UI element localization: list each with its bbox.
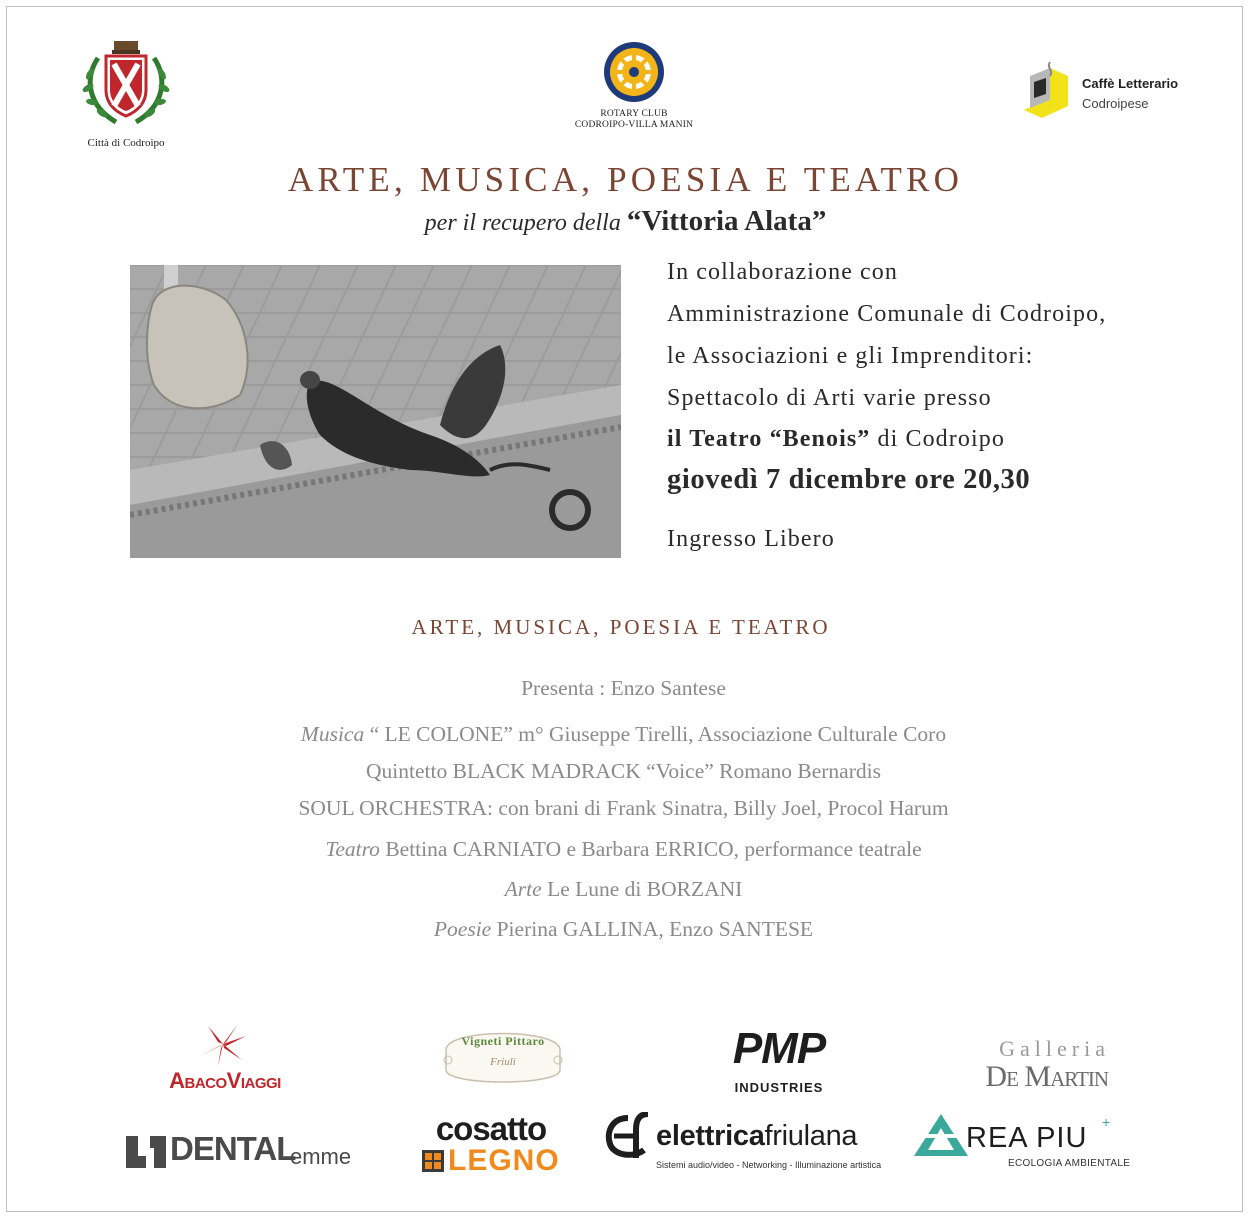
theatre-name: il Teatro “Benois” xyxy=(667,426,871,452)
statue-photo xyxy=(130,265,621,558)
city-crest-icon xyxy=(76,38,176,128)
program-poetry xyxy=(0,917,1247,942)
caffe-title: Caffè Letterario xyxy=(1082,76,1179,91)
art-label: Arte xyxy=(504,877,542,901)
cosatto-square-icon xyxy=(422,1150,444,1172)
poetry-label: Poesie xyxy=(433,917,492,941)
program-theatre xyxy=(0,837,1247,862)
dental-tooth-icon xyxy=(124,1132,168,1172)
legno-text: LEGNO xyxy=(448,1144,560,1177)
rotary-wheel-icon xyxy=(572,40,696,104)
entry-info: Ingresso Libero xyxy=(667,526,835,552)
program-presenter: Presenta : Enzo Santese xyxy=(521,676,726,700)
sponsor-vigneti-pittaro xyxy=(438,1020,568,1090)
galleria-text: Galleria xyxy=(999,1036,1110,1061)
main-title: ARTE, MUSICA, POESIA E TEATRO xyxy=(287,160,964,199)
music-text: “ LE COLONE” m° Giuseppe Tirelli, Associazione Culturale Coro xyxy=(364,722,947,746)
dental-text: DENTAL xyxy=(170,1130,296,1167)
program-music-line-3: SOUL ORCHESTRA: con brani di Frank Sinatra, Billy Joel, Procol Harum xyxy=(298,796,949,820)
elettrica-text xyxy=(656,1120,857,1153)
program-music xyxy=(0,722,1247,747)
program-art xyxy=(0,877,1247,902)
area-piu-text: REA PIU xyxy=(966,1122,1088,1154)
info-line-3: le Associazioni e gli Imprenditori: xyxy=(667,343,1034,369)
rotary-caption-1: ROTARY CLUB xyxy=(600,109,668,119)
theatre-text: Bettina CARNIATO e Barbara ERRICO, performance teatrale xyxy=(379,837,922,861)
de-martin-text: De Martin xyxy=(985,1060,1108,1093)
sponsor-pmp-industries xyxy=(700,1024,858,1100)
info-line-1: In collaborazione con xyxy=(667,259,899,285)
sponsor-dental-emme xyxy=(124,1128,364,1176)
program-title: ARTE, MUSICA, POESIA E TEATRO xyxy=(411,615,831,639)
caffe-logo xyxy=(1020,58,1210,120)
elettrica-tagline: Sistemi audio/video - Networking - Illuminazione artistica xyxy=(656,1160,882,1170)
info-line-2: Amministrazione Comunale di Codroipo, xyxy=(667,301,1107,327)
abaco-swirl-icon xyxy=(198,1022,248,1066)
dental-emme-text: emme xyxy=(290,1144,352,1169)
sub-title xyxy=(0,205,1251,238)
vigneti-text: Vigneti Pittaro xyxy=(461,1034,545,1048)
city-crest xyxy=(76,38,176,148)
elettrica-ef-icon xyxy=(604,1112,654,1160)
rotary-caption-2: CODROIPO-VILLA MANIN xyxy=(574,120,694,130)
rotary-logo xyxy=(572,40,696,130)
info-theatre xyxy=(667,426,1005,453)
poetry-text: Pierina GALLINA, Enzo SANTESE xyxy=(491,917,814,941)
area-tagline: ECOLOGIA AMBIENTALE xyxy=(1008,1158,1131,1169)
area-plus-icon: + xyxy=(1102,1114,1111,1130)
sponsor-galleria-de-martin xyxy=(960,1036,1110,1096)
abaco-viaggi-text: AbacoViaggi xyxy=(169,1068,281,1093)
theatre-label: Teatro xyxy=(325,837,380,861)
program-music-line-2: Quintetto BLACK MADRACK “Voice” Romano Bernardis xyxy=(366,759,881,783)
elettrica-friulana-text: friulana xyxy=(764,1120,858,1152)
subtitle-name: “Vittoria Alata” xyxy=(626,205,827,237)
vigneti-frame-icon xyxy=(438,1020,568,1090)
pmp-text: PMP xyxy=(732,1024,826,1073)
vigneti-friuli-text: Friuli xyxy=(490,1056,516,1068)
cosatto-text: cosatto xyxy=(435,1110,547,1147)
sponsor-cosatto-legno xyxy=(418,1110,564,1178)
city-caption: Città di Codroipo xyxy=(87,137,165,149)
elettrica-bold: elettrica xyxy=(656,1120,765,1152)
sponsor-elettrica-friulana xyxy=(604,1112,880,1176)
music-label: Musica xyxy=(300,722,365,746)
sponsor-abaco-viaggi xyxy=(130,1022,320,1094)
art-text: Le Lune di BORZANI xyxy=(541,877,743,901)
pmp-industries-text: INDUSTRIES xyxy=(734,1080,824,1095)
info-line-4: Spettacolo di Arti varie presso xyxy=(667,385,992,411)
caffe-cup-icon xyxy=(1020,58,1076,118)
theatre-city: di Codroipo xyxy=(870,426,1005,452)
subtitle-prefix: per il recupero della xyxy=(424,210,621,236)
event-date: giovedì 7 dicembre ore 20,30 xyxy=(667,464,1031,495)
sponsor-area-piu xyxy=(912,1112,1131,1176)
caffe-subtitle: Codroipese xyxy=(1082,96,1149,111)
area-triangle-icon xyxy=(912,1112,970,1158)
vittoria-alata-statue-image xyxy=(130,265,621,558)
